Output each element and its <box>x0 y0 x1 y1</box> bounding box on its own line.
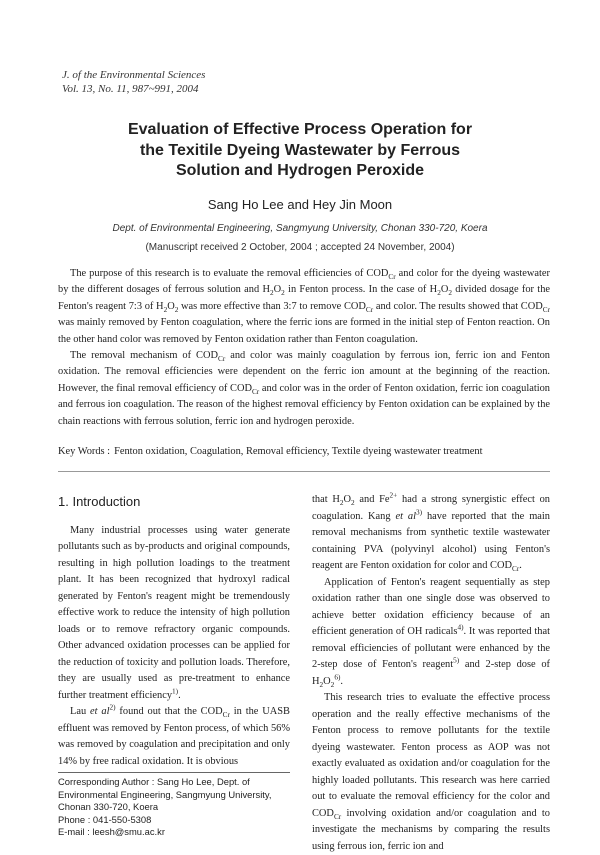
intro-paragraph-3: Application of Fenton's reagent sequentially as step oxidation rather than one single dose was observed to achieve better oxidation efficiency because of an efficient generation of OH radicals$^{4)}$. It was reported that removal efficiencies of pollutant were enhanced by the 2-step dose of Fenton's reagent$^{5)}$ and 2-step dose of $H_2O_2^{6)}$. <box>312 576 550 689</box>
abstract-paragraph-1: The purpose of this research is to evaluate the removal efficiencies of $COD_{Cr}$ and color for the dyeing wastewater by the different dosages of ferrous solution and $H_2O_2$ in Fenton process. In the case of $H_2O_2$ divided dosage for the Fenton's reagent 7:3 of $H_2O_2$ was more effective than 3:7 to remove $COD_{Cr}$ and color. The results showed that $COD_{Cr}$ was mainly removed by Fenton coagulation, where the ferric ions are formed in the initial step of Fenton reaction. On the other hand color was removed by Fenton oxidation rather than Fenton coagulation. <box>58 268 550 345</box>
journal-volume: Vol. 13, No. 11, 987~991, 2004 <box>62 83 199 95</box>
abstract-paragraph-2: The removal mechanism of $COD_{Cr}$ and color was mainly coagulation by ferrous ion, ferric ion and Fenton oxidation. The removal efficiencies were dependent on the ferric ion amount at the beginning of the reaction. However, the final removal efficiency of $COD_{Cr}$ and color was in the order of Fenton oxidation, ferric ion coagulation and ferrous ion coagulation. The reason of the highest removal efficiency by Fenton oxidation can be explained by the chain reactions with ferrous solution, ferric ion and hydrogen peroxide. <box>58 350 550 427</box>
keywords-text: Fenton oxidation, Coagulation, Removal efficiency, Textile dyeing wastewater treatment <box>114 446 483 457</box>
title-line-2: the Texitile Dyeing Wastewater by Ferrous <box>139 141 461 159</box>
footnote-divider <box>58 772 290 773</box>
abstract <box>58 266 550 430</box>
authors: Sang Ho Lee and Hey Jin Moon <box>207 197 393 212</box>
intro-paragraph-2: Lau et $al^{2)}$ found out that the $COD_{Cr}$ in the UASB effluent was removed by Fenton process, of which 56% was removed by coagulation and precipitation and only 14% by free radical oxidation. It is obvious <box>58 703 290 767</box>
corresponding-author-footnote <box>58 776 290 839</box>
keywords <box>58 446 550 457</box>
affiliation: Dept. of Environmental Engineering, Sangmyung University, Chonan 330-720, Koera <box>112 223 488 234</box>
footnote-email: E-mail : leesh@smu.ac.kr <box>58 826 165 837</box>
intro-paragraph-4: This research tries to evaluate the effective process operation and the really effective mechanisms of the Fenton process to remove pollutants for the textile dyeing wastewater. Fenton process as AOP was not exactly evaluated as oxidation and/or coagulation for the highly loaded pollutants. This research was here carried out to evaluate the removal efficiency for the color and $COD_{Cr}$ involving oxidation and/or coagulation and to investigate the mechanisms by comparing the results using ferrous ion, ferric ion and <box>312 692 550 852</box>
title-line-1: Evaluation of Effective Process Operation for <box>127 121 473 138</box>
intro-paragraph-continued: that $H_2O_2$ and $Fe^{2+}$ had a strong synergistic effect on coagulation. Kang et $al^{3)}$ have reported that the main removal mechanisms from synthetic textile wastewater containing PVA (polyvinyl alcohol) using Fenton's reagent are Fenton oxidation for color and $COD_{Cr}$. <box>312 491 551 574</box>
footnote-phone: Phone : 041-550-5308 <box>58 813 152 825</box>
section-heading-introduction: 1. Introduction <box>58 494 141 509</box>
right-column <box>312 492 550 855</box>
left-column <box>58 494 290 770</box>
journal-header <box>62 68 205 96</box>
paper-title <box>60 120 540 182</box>
section-divider <box>58 471 550 472</box>
footnote-author: Corresponding Author : Sang Ho Lee, Dept. of Environmental Engineering, Sangmyung University, Chonan 330-720, Koera <box>58 776 272 812</box>
journal-name: J. of the Environmental Sciences <box>62 69 206 81</box>
keywords-label: Key Words : <box>58 446 111 457</box>
title-line-3: Solution and Hydrogen Peroxide <box>175 162 425 179</box>
intro-paragraph-1: Many industrial processes using water generate pollutants such as by-products and original compounds, resulting in high pollution loadings to the treatment plant. It has been recognized that hydroxyl radical generated by Fenton's reagent might be tremendously effective work to reduce the intensity of high pollution loads or to remove refractory organic compounds. Other advanced oxidation processes can be applied for the reduction of toxicity and pollution loads. Therefore, they are usually used as pre-treatment to enhance further treatment efficiency$^{1)}$. <box>58 524 290 701</box>
manuscript-dates: (Manuscript received 2 October, 2004 ; accepted 24 November, 2004) <box>145 242 455 253</box>
